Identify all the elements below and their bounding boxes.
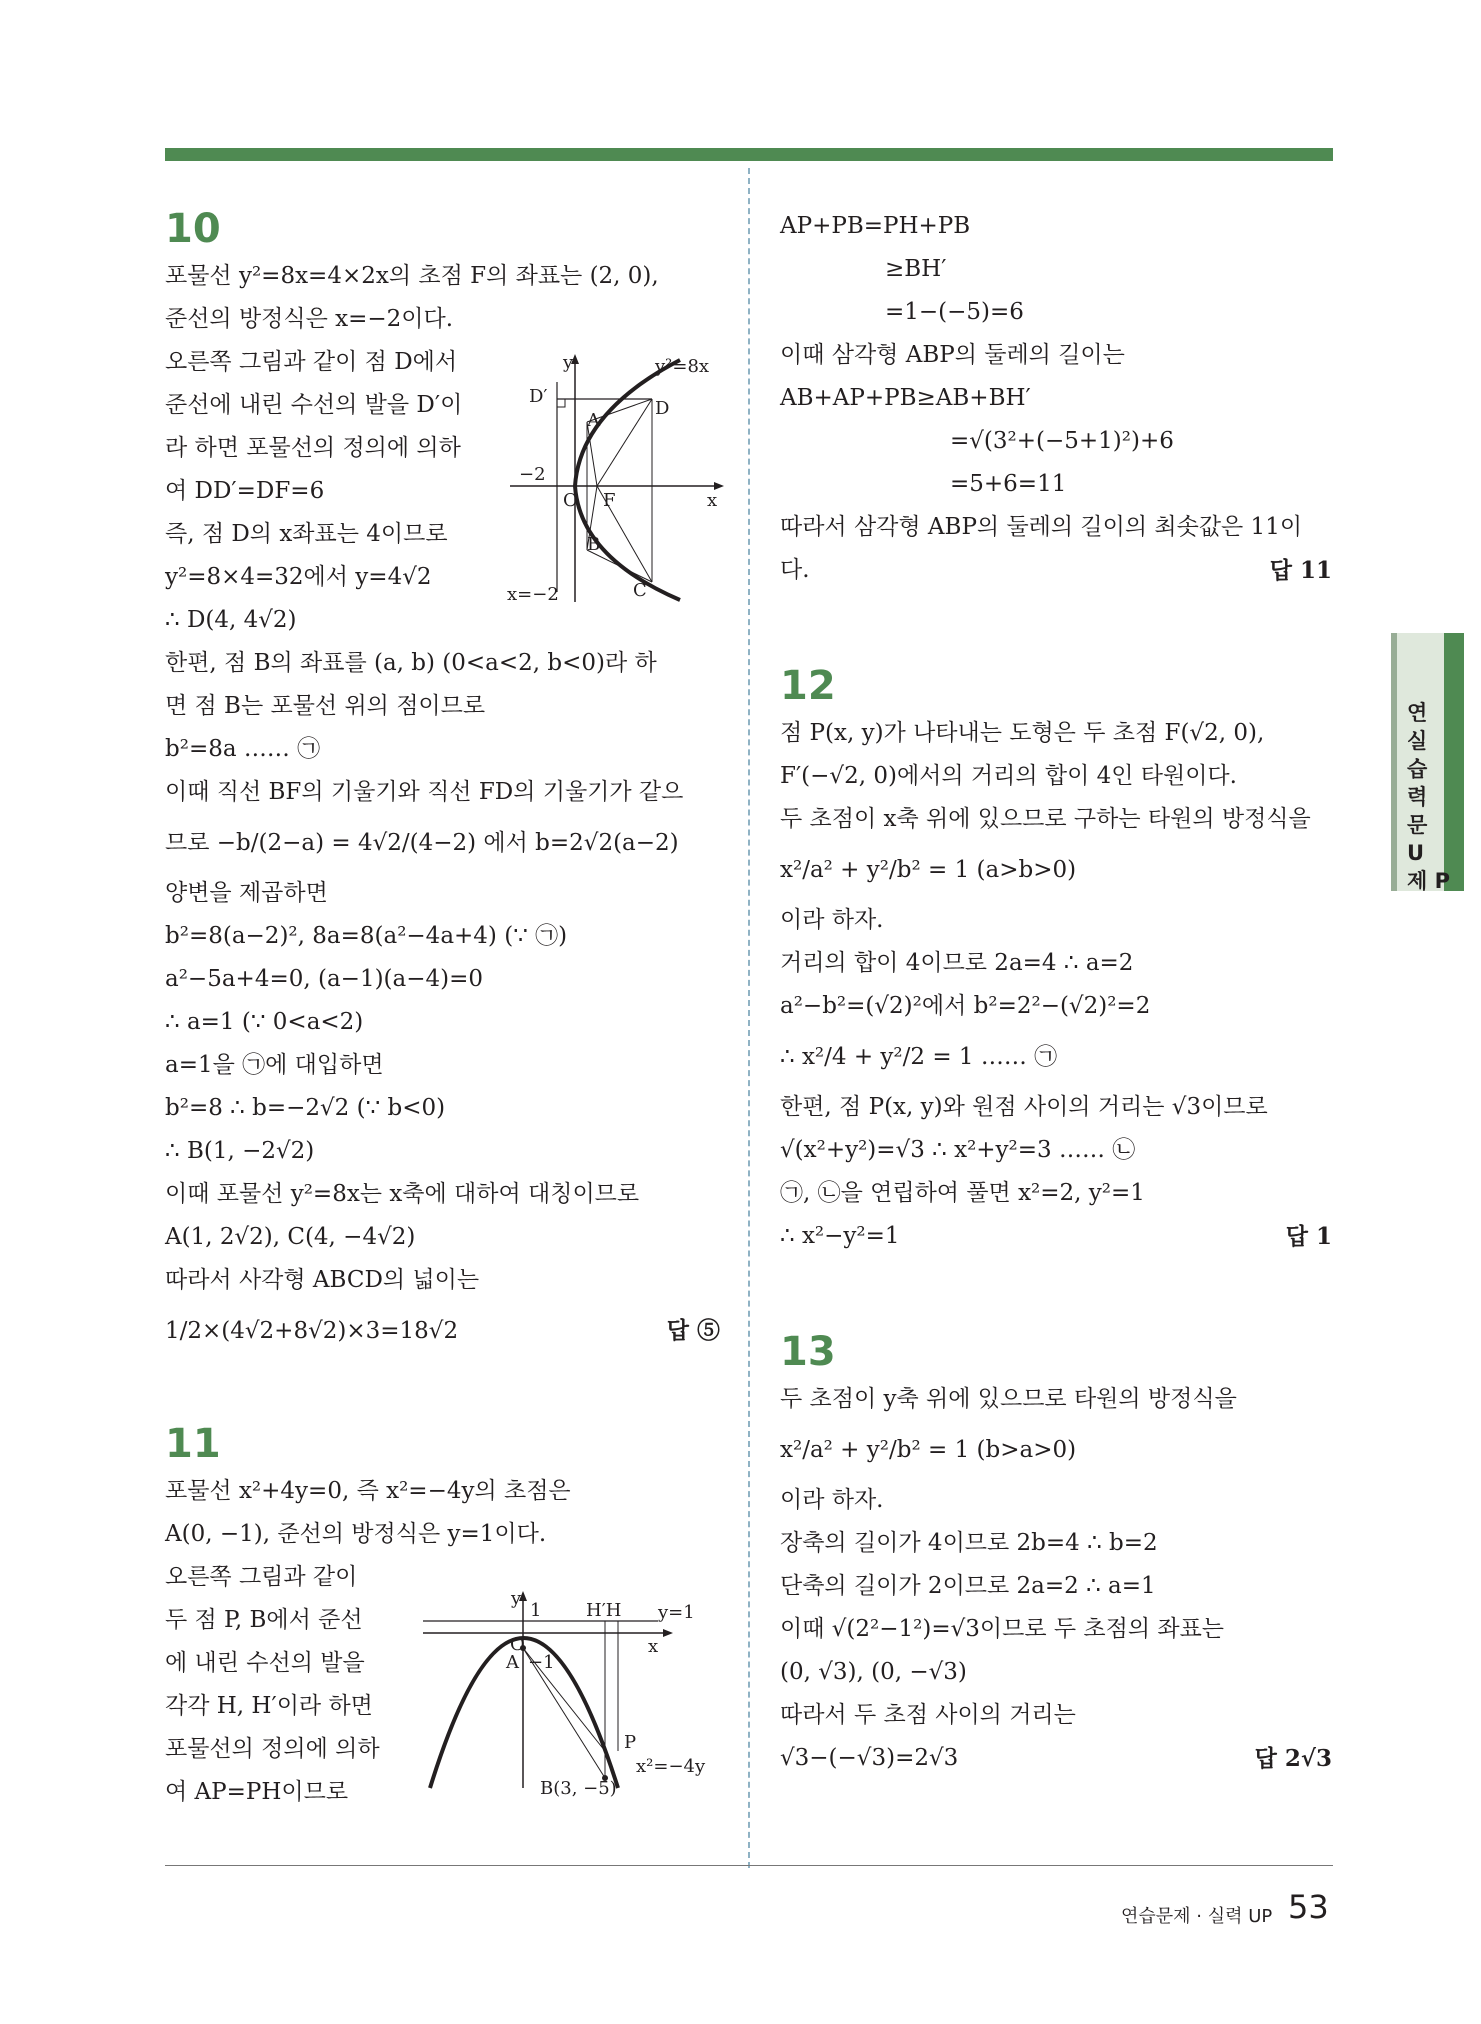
fig10-curve-label: y²=8x <box>655 356 710 377</box>
fig10-d-label: D <box>655 398 670 419</box>
p11-cont-line: AB+AP+PB≥AB+BH′ <box>780 385 1031 411</box>
right-column <box>780 205 1332 1780</box>
p10-line: y²=8×4=32에서 y=4√2 <box>165 564 432 590</box>
p12-line: 거리의 합이 4이므로 2a=4 ∴ a=2 <box>780 950 1134 976</box>
p10-line: 오른쪽 그림과 같이 점 D에서 <box>165 349 458 375</box>
fig10-directrix-label: x=−2 <box>507 584 559 605</box>
top-accent-bar <box>165 148 1333 161</box>
fig11-one-label: 1 <box>530 1600 542 1621</box>
parabola-figure-11 <box>418 1588 723 1803</box>
p11-line: 에 내린 수선의 발을 <box>165 1650 365 1676</box>
fig10-o-label: O <box>563 490 578 511</box>
fig11-a-label: A <box>506 1652 519 1673</box>
p13-line: 두 초점이 y축 위에 있으므로 타원의 방정식을 <box>780 1386 1237 1412</box>
fig11-minus1-label: −1 <box>528 1652 555 1673</box>
p12-line: F′(−√2, 0)에서의 거리의 합이 4인 타원이다. <box>780 763 1237 789</box>
fig11-p-label: P <box>624 1732 637 1753</box>
parabola-figure-10 <box>505 352 725 612</box>
p10-line: ∴ D(4, 4√2) <box>165 607 297 633</box>
p11-cont-line: 다. <box>780 557 810 583</box>
fig11-directrix-label: y=1 <box>658 1602 695 1623</box>
p10-line: A(1, 2√2), C(4, −4√2) <box>165 1224 416 1250</box>
p10-line: 준선의 방정식은 x=−2이다. <box>165 306 454 332</box>
p10-line: 포물선 y²=8x=4×2x의 초점 F의 좌표는 (2, 0), <box>165 263 659 289</box>
p10-line: 이때 직선 BF의 기울기와 직선 FD의 기울기가 같으 <box>165 779 684 805</box>
bottom-rule <box>165 1865 1333 1866</box>
p11-line: 포물선 x²+4y=0, 즉 x²=−4y의 초점은 <box>165 1478 571 1504</box>
problem-10-number: 10 <box>165 206 221 252</box>
fig11-x-label: x <box>648 1636 659 1657</box>
p10-line: 즉, 점 D의 x좌표는 4이므로 <box>165 521 448 547</box>
p11-cont-line: 따라서 삼각형 ABP의 둘레의 길이의 최솟값은 11이 <box>780 514 1303 540</box>
p12-line: x²/a² + y²/b² = 1 (a>b>0) <box>780 857 1077 883</box>
side-tab-label: 연 실 습 력 문 U 제 P <box>1407 701 1450 893</box>
p11-line: 포물선의 정의에 의하 <box>165 1736 380 1762</box>
p10-line: b²=8a …… ㉠ <box>165 736 321 762</box>
p12-line: 한편, 점 P(x, y)와 원점 사이의 거리는 √3이므로 <box>780 1094 1268 1120</box>
fig11-o-label: O <box>510 1634 525 1655</box>
p10-line: a=1을 ㉠에 대입하면 <box>165 1052 384 1078</box>
p12-line: 이라 하자. <box>780 907 884 933</box>
fig10-y-label: y <box>563 352 574 373</box>
p10-line: 한편, 점 B의 좌표를 (a, b) (0<a<2, b<0)라 하 <box>165 650 657 676</box>
p10-line: 므로 −b/(2−a) = 4√2/(4−2) 에서 b=2√2(a−2) <box>165 830 679 856</box>
p11-cont-line: =1−(−5)=6 <box>885 299 1024 325</box>
fig11-y-label: y <box>511 1588 522 1609</box>
p12-line: 점 P(x, y)가 나타내는 도형은 두 초점 F(√2, 0), <box>780 720 1265 746</box>
p11-line: 각각 H, H′이라 하면 <box>165 1693 373 1719</box>
p11-line: A(0, −1), 준선의 방정식은 y=1이다. <box>165 1521 547 1547</box>
p13-line: 따라서 두 초점 사이의 거리는 <box>780 1702 1076 1728</box>
problem-11-number: 11 <box>165 1421 221 1467</box>
p12-answer: 답 1 <box>1285 1223 1332 1250</box>
p13-line: (0, √3), (0, −√3) <box>780 1659 967 1685</box>
p11-cont-line: =√(3²+(−5+1)²)+6 <box>950 428 1174 454</box>
p10-line: 이때 포물선 y²=8x는 x축에 대하여 대칭이므로 <box>165 1181 640 1207</box>
p13-line: x²/a² + y²/b² = 1 (b>a>0) <box>780 1437 1077 1463</box>
footer-section-title: 연습문제 · 실력 UP <box>1121 1906 1273 1927</box>
p12-line: a²−b²=(√2)²에서 b²=2²−(√2)²=2 <box>780 993 1151 1019</box>
p10-line: 준선에 내린 수선의 발을 D′이 <box>165 392 463 418</box>
p13-answer: 답 2√3 <box>1254 1745 1332 1772</box>
p13-line: 단축의 길이가 2이므로 2a=2 ∴ a=1 <box>780 1573 1156 1599</box>
p10-answer: 답 ⑤ <box>666 1317 720 1344</box>
fig10-dprime-label: D′ <box>529 386 548 407</box>
p11-cont-line: =5+6=11 <box>950 471 1067 497</box>
p10-line: ∴ a=1 (∵ 0<a<2) <box>165 1009 364 1035</box>
p12-line: ∴ x²/4 + y²/2 = 1 …… ㉠ <box>780 1044 1058 1070</box>
problem-12-number: 12 <box>780 663 836 709</box>
p11-answer: 답 11 <box>1269 557 1332 584</box>
p12-line: ㉠, ㉡을 연립하여 풀면 x²=2, y²=1 <box>780 1180 1145 1206</box>
page-number: 53 <box>1288 1888 1329 1926</box>
p13-line: √3−(−√3)=2√3 <box>780 1745 959 1771</box>
column-divider <box>748 168 750 1868</box>
p13-line: 이때 √(2²−1²)=√3이므로 두 초점의 좌표는 <box>780 1616 1225 1642</box>
p12-line: ∴ x²−y²=1 <box>780 1223 900 1249</box>
p12-line: √(x²+y²)=√3 ∴ x²+y²=3 …… ㉡ <box>780 1137 1136 1163</box>
p10-line: 라 하면 포물선의 정의에 의하 <box>165 435 461 461</box>
p11-line: 오른쪽 그림과 같이 <box>165 1564 358 1590</box>
p10-line: 따라서 사각형 ABCD의 넓이는 <box>165 1267 480 1293</box>
p10-line: 여 DD′=DF=6 <box>165 478 325 504</box>
p10-line <box>165 1302 720 1360</box>
p11-cont-line: AP+PB=PH+PB <box>780 213 971 239</box>
fig10-minus2-label: −2 <box>519 464 546 485</box>
p11-cont-line: ≥BH′ <box>885 256 947 282</box>
fig11-b-label: B(3, −5) <box>540 1778 617 1799</box>
p11-line: 여 AP=PH이므로 <box>165 1779 349 1805</box>
fig11-curve-label: x²=−4y <box>636 1756 706 1777</box>
p10-line: ∴ B(1, −2√2) <box>165 1138 315 1164</box>
p10-line: 면 점 B는 포물선 위의 점이므로 <box>165 693 486 719</box>
p10-line: a²−5a+4=0, (a−1)(a−4)=0 <box>165 966 484 992</box>
fig10-a-label: A <box>587 410 600 431</box>
fig10-b-label: B <box>587 534 601 555</box>
p12-line: 두 초점이 x축 위에 있으므로 구하는 타원의 방정식을 <box>780 806 1311 832</box>
p11-cont-line: 이때 삼각형 ABP의 둘레의 길이는 <box>780 342 1125 368</box>
p11-line: 두 점 P, B에서 준선 <box>165 1607 363 1633</box>
problem-13-number: 13 <box>780 1329 836 1375</box>
p10-line: 양변을 제곱하면 <box>165 880 328 906</box>
fig10-f-label: F <box>603 490 616 511</box>
p10-line: b²=8 ∴ b=−2√2 (∵ b<0) <box>165 1095 446 1121</box>
p10-final-formula: 1/2×(4√2+8√2)×3=18√2 <box>165 1318 459 1344</box>
fig10-c-label: C <box>633 580 647 601</box>
fig10-x-label: x <box>707 490 718 511</box>
p10-line: b²=8(a−2)², 8a=8(a²−4a+4) (∵ ㉠) <box>165 923 568 949</box>
section-side-tab[interactable] <box>1391 633 1464 891</box>
fig11-hh-label: H′H <box>586 1600 622 1621</box>
p13-line: 장축의 길이가 4이므로 2b=4 ∴ b=2 <box>780 1530 1158 1556</box>
p13-line: 이라 하자. <box>780 1487 884 1513</box>
